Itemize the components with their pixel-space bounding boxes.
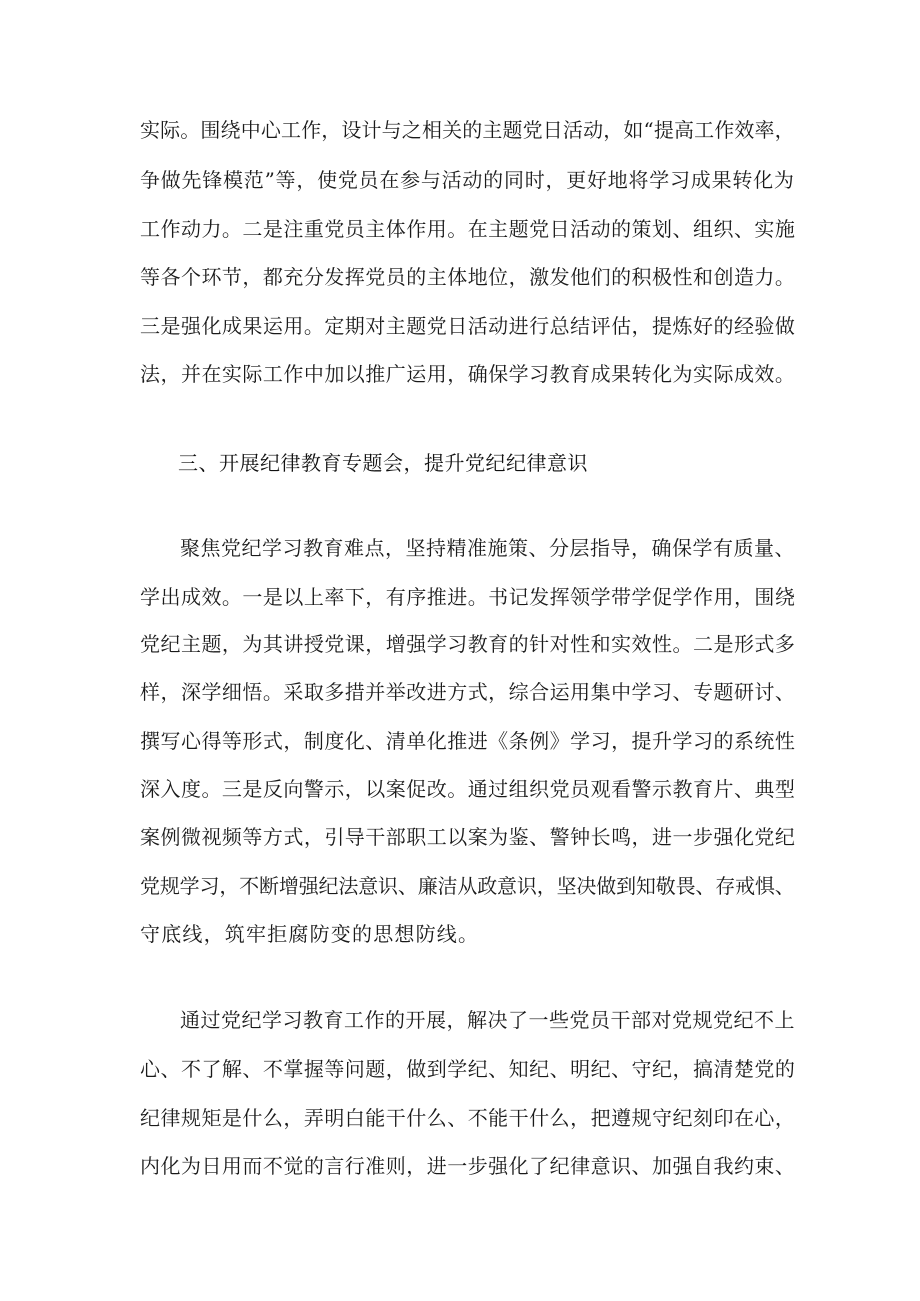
- text-line: 等各个环节，都充分发挥党员的主体地位，激发他们的积极性和创造力。: [140, 265, 796, 289]
- text-line: 通过党纪学习教育工作的开展，解决了一些党员干部对党规党纪不上: [180, 1008, 795, 1032]
- text-line: 工作动力。二是注重党员主体作用。在主题党日活动的策划、组织、实施: [140, 217, 796, 241]
- text-line: 党规学习，不断增强纪法意识、廉洁从政意识，坚决做到知敬畏、存戒惧、: [140, 874, 795, 898]
- text-line: 撰写心得等形式，制度化、清单化推进《条例》学习，提升学习的系统性: [140, 729, 796, 753]
- text-line: 样，深学细悟。采取多措并举改进方式，综合运用集中学习、专题研讨、: [140, 680, 796, 704]
- text-line: 心、不了解、不掌握等问题，做到学纪、知纪、明纪、守纪，搞清楚党的: [140, 1057, 796, 1081]
- text-line: 聚焦党纪学习教育难点，坚持精准施策、分层指导，确保学有质量、: [180, 536, 795, 560]
- text-line: 三是强化成果运用。定期对主题党日活动进行总结评估，提炼好的经验做: [140, 314, 796, 338]
- text-line: 深入度。三是反向警示，以案促改。通过组织党员观看警示教育片、典型: [140, 777, 796, 801]
- text-line: 实际。围绕中心工作，设计与之相关的主题党日活动，如“提高工作效率，: [140, 118, 795, 142]
- text-line: 党纪主题，为其讲授党课，增强学习教育的针对性和实效性。二是形式多: [140, 632, 796, 656]
- text-line: 纪律规矩是什么，弄明白能干什么、不能干什么，把遵规守纪刻印在心，: [140, 1106, 796, 1130]
- section-heading: 三、开展纪律教育专题会，提升党纪纪律意识: [178, 451, 588, 475]
- text-line: 学出成效。一是以上率下，有序推进。书记发挥领学带学促学作用，围绕: [140, 585, 796, 609]
- text-line: 争做先锋模范”等，使党员在参与活动的同时，更好地将学习成果转化为: [140, 168, 795, 192]
- text-line: 守底线，筑牢拒腐防变的思想防线。: [140, 922, 480, 946]
- text-line: 内化为日用而不觉的言行准则，进一步强化了纪律意识、加强自我约束、: [140, 1154, 796, 1178]
- text-line: 案例微视频等方式，引导干部职工以案为鉴、警钟长鸣，进一步强化党纪: [140, 825, 796, 849]
- text-line: 法，并在实际工作中加以推广运用，确保学习教育成果转化为实际成效。: [140, 362, 796, 386]
